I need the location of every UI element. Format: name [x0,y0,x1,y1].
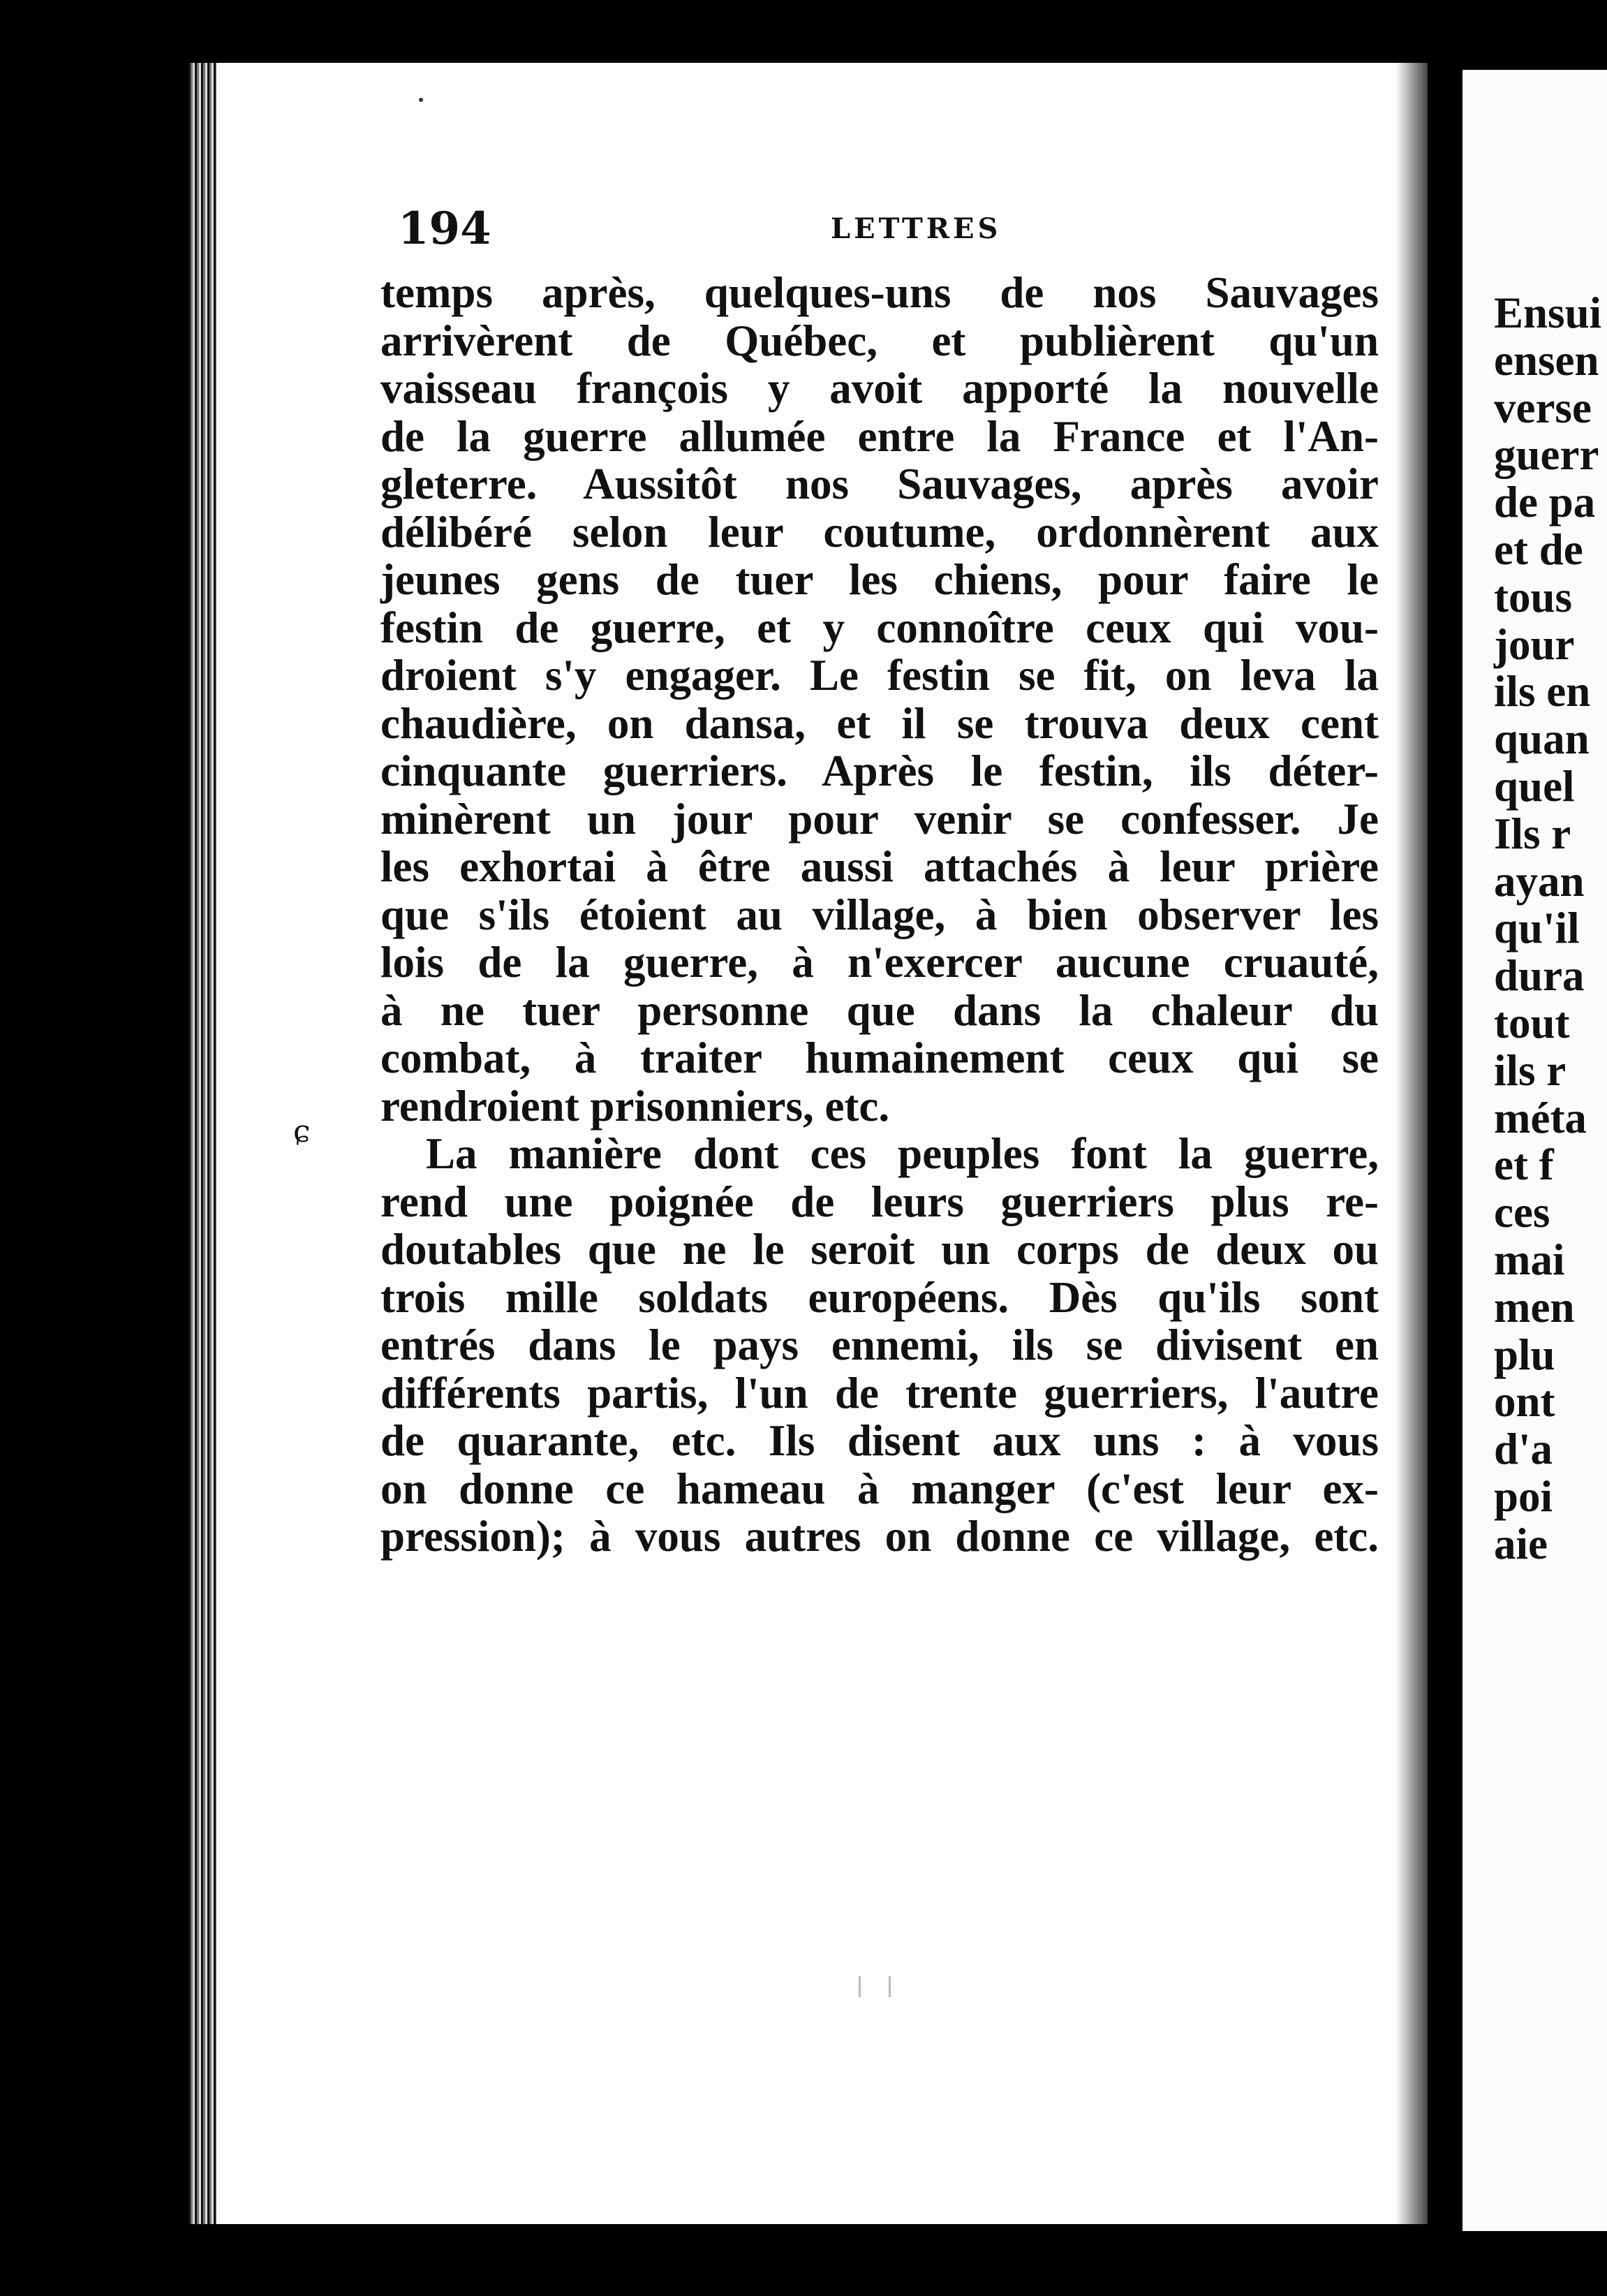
text-line: ont [1494,1377,1555,1427]
text-line: trois mille soldats européens. Dès qu'ils sont [380,1272,1379,1322]
text-line: ensen [1494,335,1599,385]
text-line: rendroient prisonniers, etc. [380,1081,890,1131]
text-line: ayan [1494,856,1585,906]
text-line: plu [1494,1330,1555,1379]
text-line: poi [1494,1471,1553,1521]
text-line: délibéré selon leur coutume, ordonnèrent aux [380,507,1379,557]
text-line: quel [1494,761,1575,811]
text-line: et de [1494,524,1583,574]
text-line: gleterre. Aussitôt nos Sauvages, après avoir [380,459,1379,508]
page-gutter [1396,63,1428,2224]
text-line: temps après, quelques-uns de nos Sauvages [380,268,1379,317]
text-line: combat, à traiter humainement ceux qui se [380,1033,1379,1082]
text-line: festin de guerre, et y connoître ceux qui vou- [380,603,1379,652]
text-line: les exhortai à être aussi attachés à leur prière [380,842,1379,891]
text-line: on donne ce hameau à manger (c'est leur ex- [380,1464,1379,1513]
text-line: Ils r [1494,809,1571,858]
text-line: entrés dans le pays ennemi, ils se divisent en [380,1320,1379,1369]
running-head: LETTRES [831,212,1002,245]
text-line: droient s'y engager. Le festin se fit, on leva la [380,651,1379,700]
text-line: doutables que ne le seroit un corps de deux ou [380,1225,1379,1274]
text-line: aie [1494,1519,1548,1568]
text-line: rend une poignée de leurs guerriers plus re- [380,1177,1379,1226]
right-page-text [1494,290,1607,1568]
text-line: minèrent un jour pour venir se confesser. Je [380,794,1379,844]
text-line: d'a [1494,1425,1553,1474]
text-line: de pa [1494,478,1596,527]
text-line: tous [1494,572,1573,621]
show-through-mark [859,1976,891,1997]
text-line: chaudière, on dansa, et il se trouva deux cent [380,698,1379,748]
text-line: quan [1494,714,1590,764]
text-line: ces [1494,1188,1550,1237]
text-line: cinquante guerriers. Après le festin, ils déter- [380,746,1379,795]
paragraph-start-line: La manière dont ces peuples font la guerre, [426,1129,1379,1178]
text-line: dura [1494,951,1585,1001]
page-edge [188,63,216,2224]
text-line: différents partis, l'un de trente guerriers, l'autre [380,1368,1379,1418]
text-line: verse [1494,383,1592,432]
text-line: que s'ils étoient au village, à bien observer les [380,890,1379,939]
page-header [398,203,1375,265]
text-line: jour [1494,619,1575,669]
text-line: Ensui [1494,288,1602,337]
text-line: arrivèrent de Québec, et publièrent qu'un [380,316,1379,365]
text-line: et f [1494,1140,1554,1190]
text-line: de quarante, etc. Ils disent aux uns : à vous [380,1416,1379,1465]
text-line: méta [1494,1093,1587,1142]
text-line: mai [1494,1235,1565,1284]
text-line: qu'il [1494,904,1580,953]
text-line: lois de la guerre, à n'exercer aucune cruauté, [380,938,1379,987]
text-line: jeunes gens de tuer les chiens, pour faire le [380,555,1379,604]
text-line: à ne tuer personne que dans la chaleur du [380,985,1379,1035]
text-line: men [1494,1282,1575,1332]
body-text [380,269,1379,1561]
margin-mark: ɕ [293,1114,311,1149]
text-line: pression); à vous autres on donne ce village, etc. [380,1512,1379,1561]
page-number: 194 [398,203,491,255]
text-line: ils en [1494,667,1591,716]
text-line: ils r [1494,1045,1567,1095]
text-line: tout [1494,998,1570,1047]
text-line: guerr [1494,430,1599,480]
text-line: de la guerre allumée entre la France et l'An- [380,411,1379,461]
ink-speck [419,98,423,102]
text-line: vaisseau françois y avoit apporté la nouvelle [380,364,1379,413]
